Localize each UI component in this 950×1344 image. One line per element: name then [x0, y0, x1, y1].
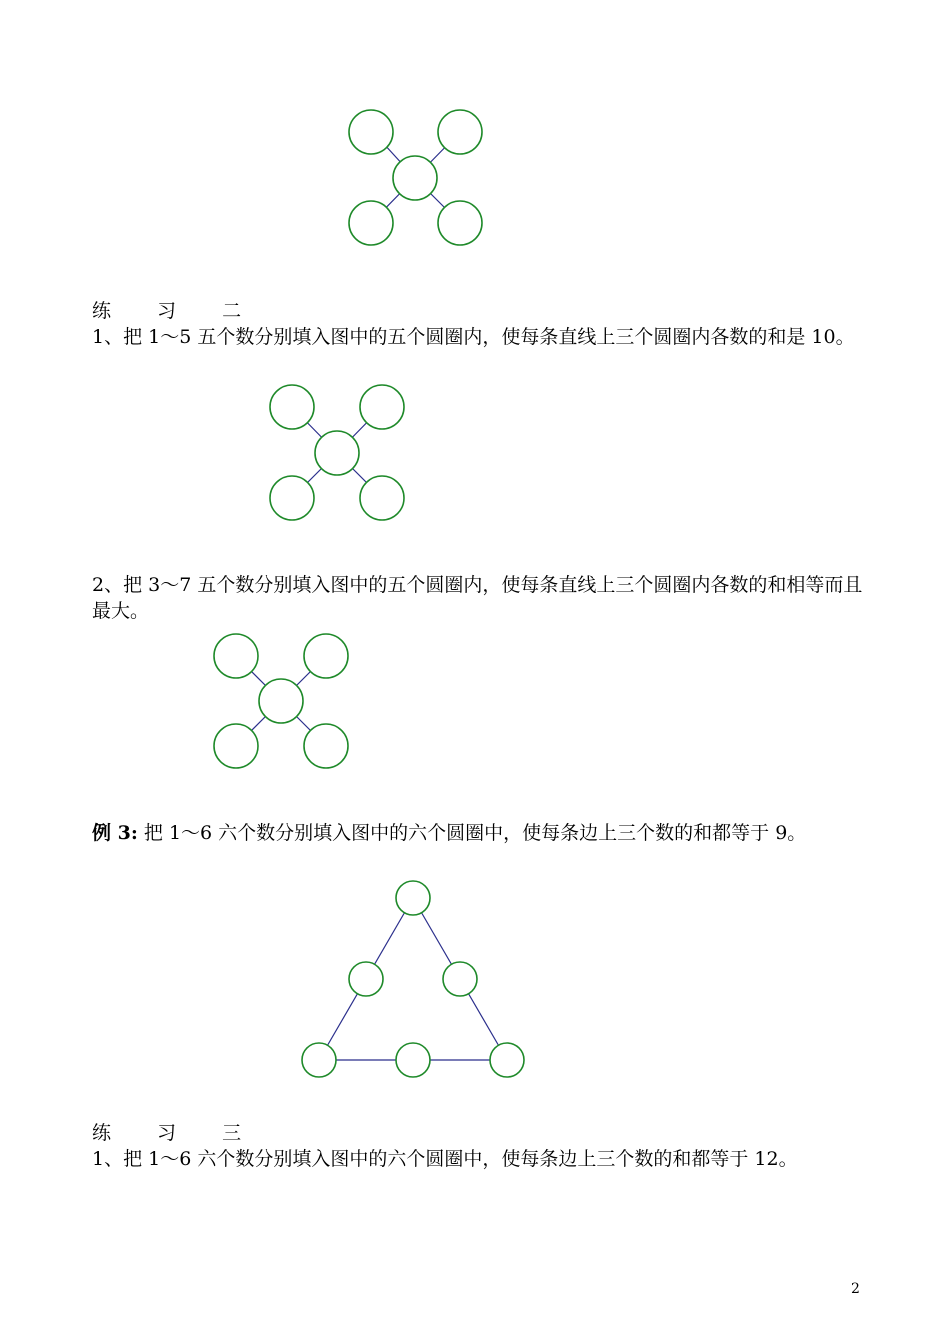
circle-slot-center[interactable] [259, 679, 303, 723]
circle-slot-top-left[interactable] [349, 110, 393, 154]
example-3-statement [92, 820, 872, 846]
circle-slot-bottom-left[interactable] [349, 201, 393, 245]
circle-slot-left-middle[interactable] [349, 962, 383, 996]
circle-slot-top-right[interactable] [304, 634, 348, 678]
circle-slot-center[interactable] [393, 156, 437, 200]
circle-slot-center[interactable] [315, 431, 359, 475]
practice-2-question-2: 2、把 3～7 五个数分别填入图中的五个圆圈内，使每条直线上三个圆圈内各数的和相等而且最大。 [92, 574, 863, 622]
circle-slot-top-right[interactable] [438, 110, 482, 154]
practice-2-heading: 练 习 二 [92, 300, 262, 322]
example-3-label: 例 3: [92, 822, 138, 844]
circle-slot-apex[interactable] [396, 881, 430, 915]
practice-2-question-1: 1、把 1～5 五个数分别填入图中的五个圆圈内，使每条直线上三个圆圈内各数的和是 10。 [92, 326, 855, 348]
triangle-diagram [296, 875, 531, 1085]
circle-slot-bottom-left[interactable] [270, 476, 314, 520]
circle-slot-bottom-right[interactable] [360, 476, 404, 520]
cross-diagram-top [340, 105, 490, 250]
cross-diagram-practice-2-q2 [206, 629, 356, 774]
circle-slot-bottom-middle[interactable] [396, 1043, 430, 1077]
circle-slot-top-left[interactable] [270, 385, 314, 429]
circle-slot-bottom-left[interactable] [302, 1043, 336, 1077]
circle-slot-bottom-right[interactable] [490, 1043, 524, 1077]
example-3-text: 把 1～6 六个数分别填入图中的六个圆圈中，使每条边上三个数的和都等于 9。 [137, 822, 807, 844]
practice-3-heading: 练 习 三 [92, 1122, 262, 1144]
circle-slot-bottom-right[interactable] [304, 724, 348, 768]
cross-diagram-practice-2-q1 [262, 380, 412, 525]
circle-slot-right-middle[interactable] [443, 962, 477, 996]
page-number: 2 [851, 1281, 860, 1297]
circle-slot-bottom-left[interactable] [214, 724, 258, 768]
circle-slot-top-left[interactable] [214, 634, 258, 678]
practice-3-question-1: 1、把 1～6 六个数分别填入图中的六个圆圈中，使每条边上三个数的和都等于 12。 [92, 1148, 798, 1170]
circle-slot-top-right[interactable] [360, 385, 404, 429]
circle-slot-bottom-right[interactable] [438, 201, 482, 245]
